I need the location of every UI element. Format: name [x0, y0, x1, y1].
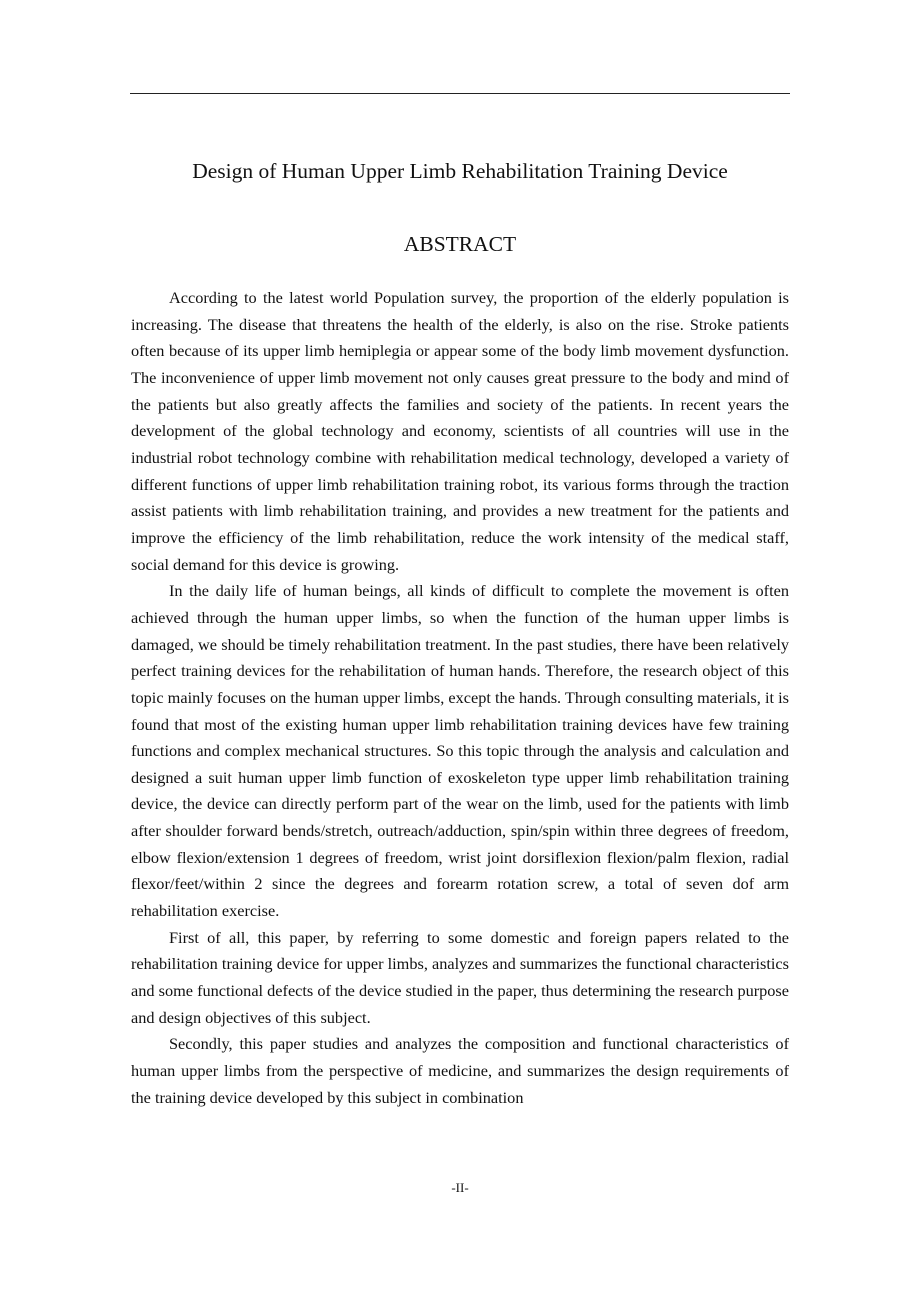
abstract-paragraph-2: In the daily life of human beings, all kinds of difficult to complete the movement is often achieved through the human upper limbs, so when the function of the human upper limbs is damaged, we should be timely rehabilitation treatment. In the past studies, there have been relatively perfect training devices for the rehabilitation of human hands. Therefore, the research object of this topic mainly focuses on the human upper limbs, except the hands. Through consulting materials, it is found that most of the existing human upper limb rehabilitation training devices have few training functions and complex mechanical structures. So this topic through the analysis and calculation and designed a suit human upper limb function of exoskeleton type upper limb rehabilitation training device, the device can directly perform part of the wear on the limb, used for the patients with limb after shoulder forward bends/stretch, outreach/adduction, spin/spin within three degrees of freedom, elbow flexion/extension 1 degrees of freedom, wrist joint dorsiflexion flexion/palm flexion, radial flexor/feet/within 2 since the degrees and forearm rotation screw, a total of seven dof arm rehabilitation exercise.: [131, 581, 789, 921]
abstract-paragraph-3: First of all, this paper, by referring to some domestic and foreign papers related to the rehabilitation training device for upper limbs, analyzes and summarizes the functional characteristics and some functional defects of the device studied in the paper, thus determining the research purpose and design objectives of this subject.: [131, 927, 789, 1027]
paper-title: Design of Human Upper Limb Rehabilitation Training Device: [192, 159, 728, 183]
page-number: -II-: [451, 1180, 469, 1195]
abstract-body: [131, 285, 789, 1111]
abstract-paragraph-1: According to the latest world Population survey, the proportion of the elderly population is increasing. The disease that threatens the health of the elderly, is also on the rise. Stroke patients often because of its upper limb hemiplegia or appear some of the body limb movement dysfunction. The inconvenience of upper limb movement not only causes great pressure to the body and mind of the patients but also greatly affects the families and society of the patients. In recent years the development of the global technology and economy, scientists of all countries will use in the industrial robot technology combine with rehabilitation medical technology, developed a variety of different functions of upper limb rehabilitation training robot, its various forms through the traction assist patients with limb rehabilitation training, and provides a new treatment for the patients and improve the efficiency of the limb rehabilitation, reduce the work intensity of the medical staff, social demand for this device is growing.: [131, 288, 789, 574]
header-rule: [130, 93, 790, 94]
abstract-paragraph-4: Secondly, this paper studies and analyzes the composition and functional characteristics of human upper limbs from the perspective of medicine, and summarizes the design requirements of the training device developed by this subject in combination: [131, 1034, 789, 1107]
abstract-heading: ABSTRACT: [403, 232, 517, 256]
